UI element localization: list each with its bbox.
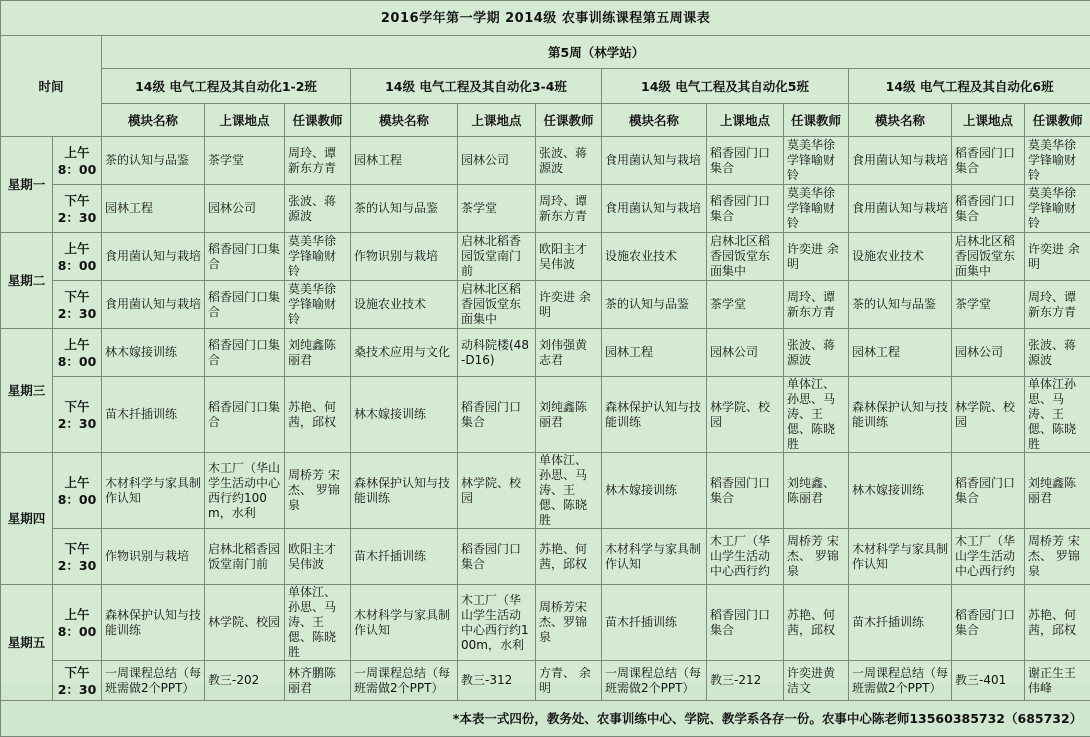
time-text: 下午 [56, 540, 98, 557]
time-text: 上午 [56, 606, 98, 623]
location-cell: 稻香园门口集合 [952, 453, 1025, 529]
location-cell: 稻香园门口集合 [205, 233, 285, 281]
teacher-cell: 苏艳、何茜，邱权 [536, 529, 602, 585]
location-cell: 稻香园门口集合 [458, 529, 536, 585]
column-header-teacher: 任课教师 [285, 104, 351, 137]
location-cell: 启林北稻香园饭堂南门前 [205, 529, 285, 585]
class-header: 14级 电气工程及其自动化1-2班 [102, 69, 351, 104]
column-header-teacher: 任课教师 [536, 104, 602, 137]
teacher-cell: 谢正生王伟峰 [1025, 661, 1090, 701]
location-cell: 稻香园门口集合 [707, 453, 784, 529]
teacher-cell: 周桥芳 宋杰、 罗锦泉 [285, 453, 351, 529]
time-text: 上午 [56, 474, 98, 491]
location-cell: 稻香园门口集合 [707, 585, 784, 661]
teacher-cell: 刘纯鑫陈丽君 [285, 329, 351, 377]
time-afternoon [53, 281, 102, 329]
teacher-cell: 许奕进 余明 [784, 233, 849, 281]
day-label: 星期一 [1, 137, 53, 233]
module-cell: 苗木扦插训练 [102, 377, 205, 453]
teacher-cell: 林齐鹏陈丽君 [285, 661, 351, 701]
module-cell: 茶的认知与品鉴 [351, 185, 458, 233]
location-cell: 稻香园门口集合 [952, 585, 1025, 661]
time-text: 2：30 [56, 681, 98, 698]
teacher-cell: 周桥芳 宋杰、 罗锦泉 [1025, 529, 1090, 585]
module-cell: 食用菌认知与栽培 [602, 137, 707, 185]
module-cell: 食用菌认知与栽培 [102, 281, 205, 329]
teacher-cell: 单体江、孙思、马涛、王偲、陈晓胜 [784, 377, 849, 453]
module-cell: 茶的认知与品鉴 [102, 137, 205, 185]
location-cell: 教三-312 [458, 661, 536, 701]
module-cell: 一周课程总结（每班需做2个PPT） [351, 661, 458, 701]
location-cell: 木工厂（华山学生活动中心西行约 [707, 529, 784, 585]
module-cell: 林木嫁接训练 [602, 453, 707, 529]
location-cell: 林学院、校园 [952, 377, 1025, 453]
module-cell: 一周课程总结（每班需做2个PPT） [849, 661, 952, 701]
teacher-cell: 苏艳、何茜，邱权 [285, 377, 351, 453]
module-cell: 园林工程 [102, 185, 205, 233]
column-header-location: 上课地点 [205, 104, 285, 137]
time-text: 8：00 [56, 353, 98, 370]
location-cell: 茶学堂 [952, 281, 1025, 329]
teacher-cell: 周玲、谭新东方青 [536, 185, 602, 233]
teacher-cell: 张波、蒋源波 [536, 137, 602, 185]
table-row [1, 585, 1090, 661]
teacher-cell: 单体江、孙思、马涛、王偲、陈晓胜 [536, 453, 602, 529]
module-cell: 森林保护认知与技能训练 [102, 585, 205, 661]
table-row [1, 661, 1090, 701]
module-cell: 食用菌认知与栽培 [102, 233, 205, 281]
teacher-cell: 刘伟强黄志君 [536, 329, 602, 377]
time-text: 下午 [56, 398, 98, 415]
module-cell: 苗木扦插训练 [602, 585, 707, 661]
time-morning [53, 329, 102, 377]
location-cell: 稻香园门口集合 [707, 185, 784, 233]
time-afternoon [53, 661, 102, 701]
module-cell: 木材科学与家具制作认知 [602, 529, 707, 585]
table-row [1, 377, 1090, 453]
time-afternoon [53, 529, 102, 585]
location-cell: 园林公司 [952, 329, 1025, 377]
class-header: 14级 电气工程及其自动化3-4班 [351, 69, 602, 104]
time-text: 2：30 [56, 305, 98, 322]
module-cell: 设施农业技术 [849, 233, 952, 281]
module-cell: 园林工程 [351, 137, 458, 185]
module-cell: 苗木扦插训练 [351, 529, 458, 585]
location-cell: 园林公司 [458, 137, 536, 185]
module-cell: 木材科学与家具制作认知 [102, 453, 205, 529]
teacher-cell: 张波、蒋源波 [784, 329, 849, 377]
module-cell: 一周课程总结（每班需做2个PPT） [102, 661, 205, 701]
time-text: 2：30 [56, 557, 98, 574]
column-header-location: 上课地点 [458, 104, 536, 137]
week-header: 第5周（林学站） [102, 36, 1090, 69]
location-cell: 茶学堂 [205, 137, 285, 185]
module-cell: 森林保护认知与技能训练 [602, 377, 707, 453]
teacher-cell: 莫美华徐学锋喻财铃 [1025, 185, 1090, 233]
teacher-cell: 许奕进 余明 [1025, 233, 1090, 281]
module-cell: 设施农业技术 [602, 233, 707, 281]
teacher-cell: 单体江孙思、马涛、王偲、陈晓胜 [1025, 377, 1090, 453]
footer-row [1, 701, 1090, 737]
teacher-cell: 苏艳、何茜，邱权 [784, 585, 849, 661]
location-cell: 启林北稻香园饭堂南门前 [458, 233, 536, 281]
module-cell: 森林保护认知与技能训练 [351, 453, 458, 529]
location-cell: 林学院、校园 [707, 377, 784, 453]
module-cell: 木材科学与家具制作认知 [351, 585, 458, 661]
location-cell: 教三-202 [205, 661, 285, 701]
location-cell: 茶学堂 [458, 185, 536, 233]
time-text: 8：00 [56, 623, 98, 640]
teacher-cell: 欧阳主才吴伟波 [536, 233, 602, 281]
location-cell: 稻香园门口集合 [205, 377, 285, 453]
location-cell: 稻香园门口集合 [205, 329, 285, 377]
module-cell: 食用菌认知与栽培 [602, 185, 707, 233]
location-cell: 林学院、校园 [205, 585, 285, 661]
column-header-module: 模块名称 [602, 104, 707, 137]
teacher-cell: 刘纯鑫陈丽君 [536, 377, 602, 453]
location-cell: 园林公司 [205, 185, 285, 233]
table-row [1, 529, 1090, 585]
location-cell: 林学院、校园 [458, 453, 536, 529]
module-cell: 林木嫁接训练 [351, 377, 458, 453]
teacher-cell: 莫美华徐学锋喻财铃 [285, 233, 351, 281]
module-cell: 林木嫁接训练 [849, 453, 952, 529]
column-header-module: 模块名称 [849, 104, 952, 137]
location-cell: 教三-401 [952, 661, 1025, 701]
location-cell: 稻香园门口集合 [952, 185, 1025, 233]
teacher-cell: 许奕进 余明 [536, 281, 602, 329]
teacher-cell: 苏艳、何茜，邱权 [1025, 585, 1090, 661]
location-cell: 教三-212 [707, 661, 784, 701]
module-cell: 一周课程总结（每班需做2个PPT） [602, 661, 707, 701]
module-cell: 木材科学与家具制作认知 [849, 529, 952, 585]
location-cell: 稻香园门口集合 [205, 281, 285, 329]
location-cell: 动科院楼(48-D16) [458, 329, 536, 377]
time-morning [53, 453, 102, 529]
teacher-cell: 欧阳主才吴伟波 [285, 529, 351, 585]
page-title: 2016学年第一学期 2014级 农事训练课程第五周课表 [1, 1, 1090, 36]
time-text: 8：00 [56, 161, 98, 178]
time-morning [53, 585, 102, 661]
module-cell: 食用菌认知与栽培 [849, 185, 952, 233]
teacher-cell: 莫美华徐学锋喻财铃 [784, 185, 849, 233]
module-cell: 食用菌认知与栽培 [849, 137, 952, 185]
teacher-cell: 张波、蒋源波 [285, 185, 351, 233]
time-text: 上午 [56, 144, 98, 161]
module-cell: 园林工程 [849, 329, 952, 377]
location-cell: 启林北区稻香园饭堂东面集中 [707, 233, 784, 281]
module-cell: 茶的认知与品鉴 [602, 281, 707, 329]
location-cell: 木工厂（华山学生活动中心西行约100m，水利 [205, 453, 285, 529]
class-header: 14级 电气工程及其自动化6班 [849, 69, 1090, 104]
day-label: 星期四 [1, 453, 53, 585]
time-afternoon [53, 377, 102, 453]
teacher-cell: 周桥芳 宋杰、 罗锦泉 [784, 529, 849, 585]
teacher-cell: 刘纯鑫陈丽君 [1025, 453, 1090, 529]
location-cell: 启林北区稻香园饭堂东面集中 [458, 281, 536, 329]
time-text: 2：30 [56, 415, 98, 432]
time-text: 下午 [56, 192, 98, 209]
time-text: 8：00 [56, 257, 98, 274]
day-label: 星期五 [1, 585, 53, 701]
column-header-location: 上课地点 [952, 104, 1025, 137]
time-morning [53, 233, 102, 281]
table-row [1, 185, 1090, 233]
module-cell: 设施农业技术 [351, 281, 458, 329]
time-text: 上午 [56, 336, 98, 353]
teacher-cell: 刘纯鑫、陈丽君 [784, 453, 849, 529]
time-text: 上午 [56, 240, 98, 257]
teacher-cell: 张波、蒋源波 [1025, 329, 1090, 377]
day-label: 星期二 [1, 233, 53, 329]
teacher-cell: 许奕进黄洁文 [784, 661, 849, 701]
time-text: 8：00 [56, 491, 98, 508]
column-header-module: 模块名称 [351, 104, 458, 137]
footer-note: *本表一式四份，教务处、农事训练中心、学院、教学系各存一份。农事中心陈老师13560385732（685732） [1, 701, 1090, 737]
time-afternoon [53, 185, 102, 233]
time-text: 下午 [56, 288, 98, 305]
class-header: 14级 电气工程及其自动化5班 [602, 69, 849, 104]
location-cell: 稻香园门口集合 [952, 137, 1025, 185]
teacher-cell: 周玲、谭新东方青 [1025, 281, 1090, 329]
table-row [1, 233, 1090, 281]
module-cell: 苗木扦插训练 [849, 585, 952, 661]
module-cell: 园林工程 [602, 329, 707, 377]
module-cell: 森林保护认知与技能训练 [849, 377, 952, 453]
location-cell: 木工厂（华山学生活动中心西行约100m，水利 [458, 585, 536, 661]
location-cell: 稻香园门口集合 [707, 137, 784, 185]
location-cell: 启林北区稻香园饭堂东面集中 [952, 233, 1025, 281]
column-header-location: 上课地点 [707, 104, 784, 137]
module-cell: 林木嫁接训练 [102, 329, 205, 377]
column-header-module: 模块名称 [102, 104, 205, 137]
table-row [1, 281, 1090, 329]
table-row [1, 453, 1090, 529]
teacher-cell: 周玲、谭新东方青 [784, 281, 849, 329]
teacher-cell: 单体江、孙思、马涛、王偲、陈晓胜 [285, 585, 351, 661]
table-row [1, 329, 1090, 377]
table-row [1, 137, 1090, 185]
module-cell: 桑技术应用与文化 [351, 329, 458, 377]
time-text: 2：30 [56, 209, 98, 226]
teacher-cell: 方青、 余明 [536, 661, 602, 701]
module-cell: 作物识别与栽培 [102, 529, 205, 585]
teacher-cell: 莫美华徐学锋喻财铃 [285, 281, 351, 329]
teacher-cell: 周玲、谭新东方青 [285, 137, 351, 185]
column-header-teacher: 任课教师 [784, 104, 849, 137]
location-cell: 木工厂（华山学生活动中心西行约 [952, 529, 1025, 585]
teacher-cell: 莫美华徐学锋喻财铃 [784, 137, 849, 185]
teacher-cell: 莫美华徐学锋喻财铃 [1025, 137, 1090, 185]
module-cell: 作物识别与栽培 [351, 233, 458, 281]
location-cell: 稻香园门口集合 [458, 377, 536, 453]
time-morning [53, 137, 102, 185]
time-text: 下午 [56, 664, 98, 681]
day-label: 星期三 [1, 329, 53, 453]
teacher-cell: 周桥芳宋杰、罗锦泉 [536, 585, 602, 661]
location-cell: 园林公司 [707, 329, 784, 377]
column-header-teacher: 任课教师 [1025, 104, 1090, 137]
time-header: 时间 [1, 36, 102, 137]
location-cell: 茶学堂 [707, 281, 784, 329]
module-cell: 茶的认知与品鉴 [849, 281, 952, 329]
